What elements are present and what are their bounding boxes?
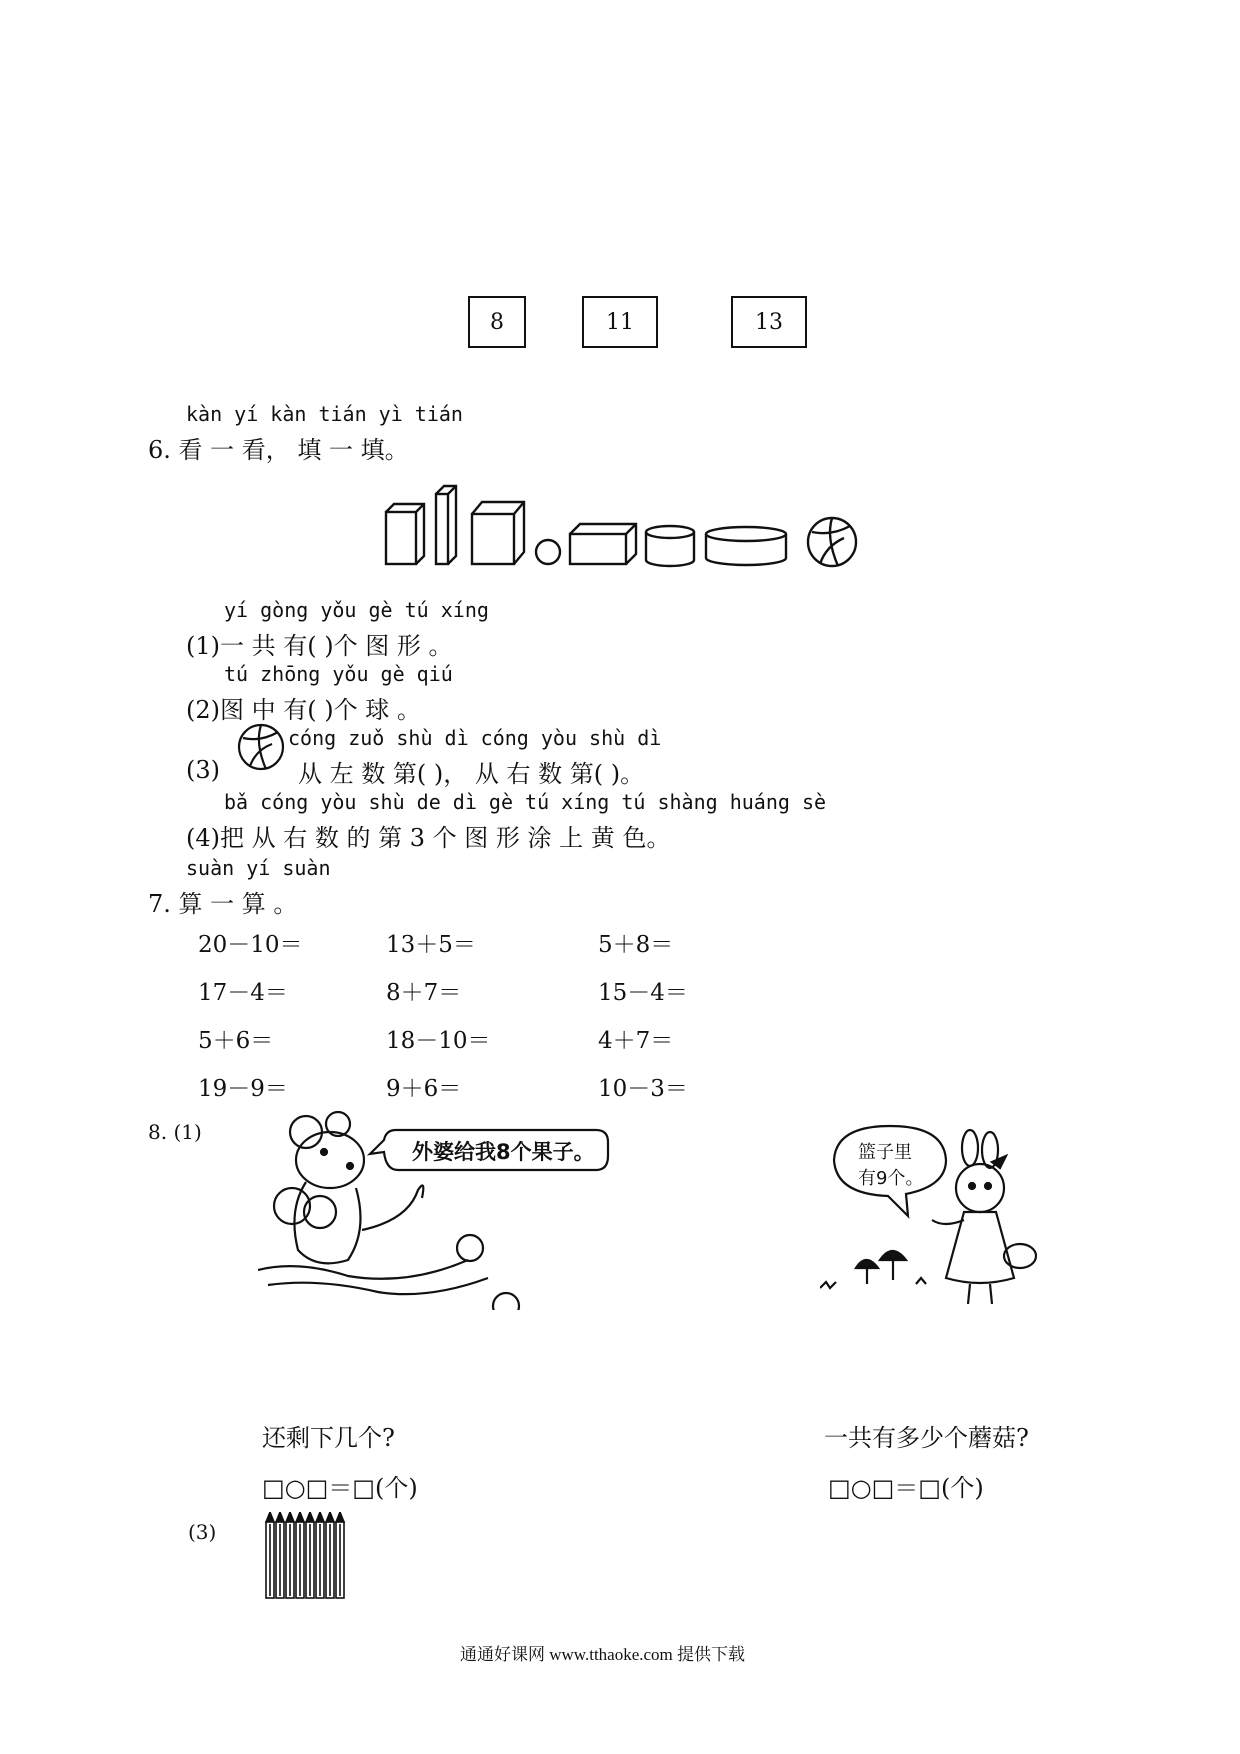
q6-item1-pinyin: yí gòng yǒu gè tú xíng xyxy=(224,598,489,622)
number-box-2: 11 xyxy=(582,296,658,348)
q6-item3-pinyin: cóng zuǒ shù dì cóng yòu shù dì xyxy=(288,726,662,750)
q7-r2c1: 17－4＝ xyxy=(198,980,288,1006)
q6-item4-pinyin: bǎ cóng yòu shù de dì gè tú xíng tú shàng huáng sè xyxy=(224,790,827,814)
cylinder-shape-large xyxy=(706,527,786,565)
rabbit-bubble-line1: 篮子里 xyxy=(858,1142,912,1163)
volleyball-shape xyxy=(808,518,856,566)
q7-r2c3: 15－4＝ xyxy=(598,980,688,1006)
q6-item3-text: 从 左 数 第( )， 从 右 数 第( )。 xyxy=(298,760,645,788)
pencils-illustration xyxy=(262,1512,362,1602)
mouse-bubble-text: 外婆给我8个果子。 xyxy=(412,1140,595,1164)
q8-label: 8. (1) xyxy=(148,1120,202,1144)
q7-title: 7. 算 一 算 。 xyxy=(148,890,298,918)
q7-r3c2: 18－10＝ xyxy=(386,1028,491,1054)
left-question: 还剩下几个? xyxy=(262,1424,395,1452)
q6-item2-pinyin: tú zhōng yǒu gè qiú xyxy=(224,662,453,686)
pencil-icon xyxy=(276,1512,284,1598)
footer-credit: 通通好课网 www.tthaoke.com 提供下载 xyxy=(460,1645,746,1664)
q6-item3-prefix: (3) xyxy=(186,756,220,784)
shapes-illustration xyxy=(380,480,870,580)
q7-pinyin: suàn yí suàn xyxy=(186,856,331,880)
left-formula: □○□＝□(个) xyxy=(262,1474,418,1502)
right-question: 一共有多少个蘑菇? xyxy=(824,1424,1029,1452)
part3-label: (3) xyxy=(188,1520,217,1544)
right-formula: □○□＝□(个) xyxy=(828,1474,984,1502)
q7-r4c2: 9＋6＝ xyxy=(386,1076,462,1102)
cube-shape xyxy=(472,502,524,564)
q7-r3c1: 5＋6＝ xyxy=(198,1028,274,1054)
q7-r4c1: 19－9＝ xyxy=(198,1076,288,1102)
q7-r1c2: 13＋5＝ xyxy=(386,932,476,958)
pencil-icon xyxy=(306,1512,314,1598)
pencil-icon xyxy=(316,1512,324,1598)
q7-r1c1: 20－10＝ xyxy=(198,932,303,958)
volleyball-icon xyxy=(236,722,286,772)
tall-cuboid-shape xyxy=(436,486,456,564)
q7-r2c2: 8＋7＝ xyxy=(386,980,462,1006)
q6-item2-text: (2)图 中 有( )个 球 。 xyxy=(186,696,421,724)
rabbit-bubble-line2: 有9个。 xyxy=(858,1168,924,1189)
q7-r4c3: 10－3＝ xyxy=(598,1076,688,1102)
pencil-icon xyxy=(296,1512,304,1598)
small-sphere-shape xyxy=(536,540,560,564)
q7-r3c3: 4＋7＝ xyxy=(598,1028,674,1054)
q7-r1c3: 5＋8＝ xyxy=(598,932,674,958)
q6-title: 6. 看 一 看， 填 一 填。 xyxy=(148,436,409,464)
pencil-icon xyxy=(266,1512,274,1598)
pencil-icon xyxy=(336,1512,344,1598)
cylinder-shape-small xyxy=(646,526,694,566)
number-box-1: 8 xyxy=(468,296,526,348)
number-box-3: 13 xyxy=(731,296,807,348)
pencil-icon xyxy=(286,1512,294,1598)
q6-item1-text: (1)一 共 有( )个 图 形 。 xyxy=(186,632,453,660)
q6-item4-text: (4)把 从 右 数 的 第 3 个 图 形 涂 上 黄 色。 xyxy=(186,824,671,852)
q6-pinyin: kàn yí kàn tián yì tián xyxy=(186,402,463,426)
flat-cuboid-shape xyxy=(570,524,636,564)
pencil-icon xyxy=(326,1512,334,1598)
cuboid-shape-1 xyxy=(386,504,424,564)
